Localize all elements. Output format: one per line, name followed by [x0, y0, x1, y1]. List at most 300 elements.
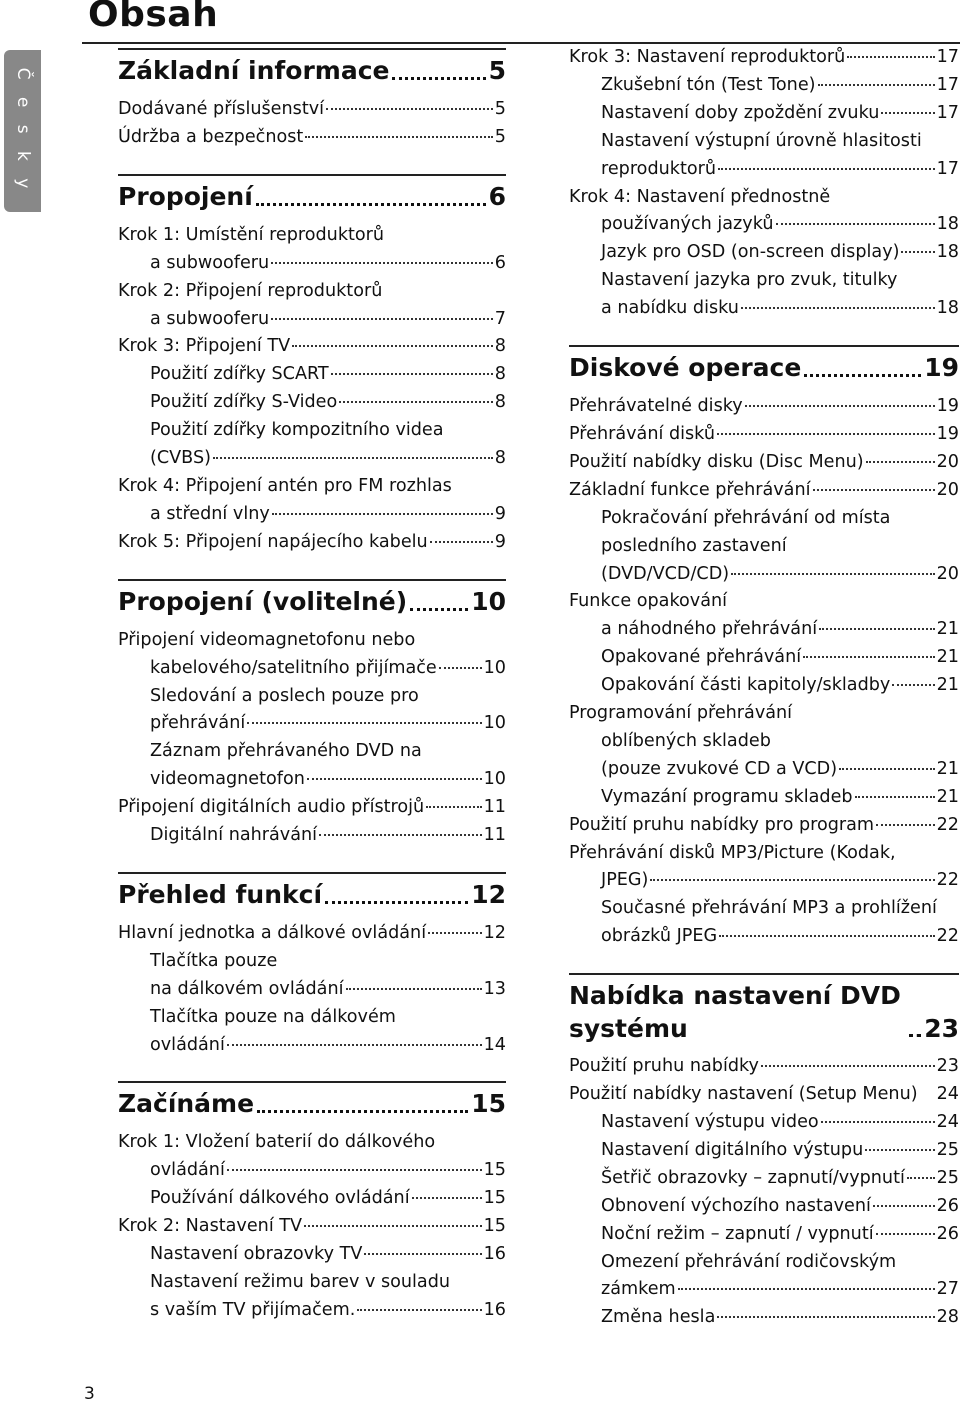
leader-dots [876, 1233, 935, 1235]
entry-text: Krok 1: Vložení baterií do dálkového [118, 1132, 436, 1153]
entry-page-number: 26 [936, 1223, 959, 1244]
section-header[interactable] [118, 48, 506, 88]
leader-dots [717, 433, 935, 435]
entry-line [118, 124, 506, 152]
entry-text: videomagnetofon [150, 769, 305, 790]
entry-line [569, 211, 959, 239]
entry-text: Krok 2: Připojení reproduktorů [118, 280, 383, 301]
entry-line [118, 794, 506, 822]
entry-page-number: 21 [936, 619, 959, 640]
entry-text: Používání dálkového ovládání [150, 1188, 410, 1209]
leader-dots [819, 628, 935, 630]
entry-text: Funkce opakování [569, 591, 728, 612]
entry-line [569, 756, 959, 784]
toc-entry[interactable] [118, 1004, 506, 1060]
entry-line [569, 1109, 959, 1137]
entry-line [569, 505, 959, 533]
leader-dots [357, 1309, 481, 1311]
toc-column-left [118, 48, 506, 1325]
entry-text: Programování přehrávání [569, 703, 793, 724]
section-title: Propojení [118, 181, 253, 211]
toc-entry[interactable] [569, 393, 959, 421]
toc-entry[interactable] [118, 473, 506, 529]
entry-line [569, 1081, 959, 1109]
entry-line [118, 766, 506, 794]
entry-text: kabelového/satelitního přijímače [150, 657, 437, 678]
entry-text: přehrávání [150, 713, 246, 734]
entry-line [569, 923, 959, 951]
entry-page-number: 10 [483, 713, 506, 734]
toc-entry[interactable] [569, 1165, 959, 1193]
entry-line [118, 627, 506, 655]
toc-section [569, 951, 959, 1332]
entry-line [569, 72, 959, 100]
entry-line [569, 533, 959, 561]
page-title: Obsah [88, 0, 219, 35]
toc-entry[interactable] [569, 1193, 959, 1221]
entry-line [118, 948, 506, 976]
leader-dots [331, 373, 493, 375]
entry-page-number: 8 [494, 336, 506, 357]
toc-entry[interactable] [569, 239, 959, 267]
leader-dots [392, 77, 485, 80]
entry-text: Použití zdířky S-Video [150, 392, 338, 413]
entry-text: (DVD/VCD/CD) [601, 563, 730, 584]
entry-line [118, 822, 506, 850]
entry-text: Omezení přehrávání rodičovským [601, 1251, 897, 1272]
entry-line [118, 306, 506, 334]
entry-line [118, 1269, 506, 1297]
entry-line [118, 389, 506, 417]
entry-text: reproduktorů [601, 158, 717, 179]
section-page-number: 23 [924, 1014, 959, 1044]
entry-text: Krok 3: Nastavení reproduktorů [569, 47, 846, 67]
toc-entry[interactable] [569, 784, 959, 812]
leader-dots [410, 608, 468, 611]
entry-text: Dodávané příslušenství [118, 99, 325, 119]
leader-dots [881, 112, 934, 114]
toc-entry[interactable] [569, 672, 959, 700]
entry-line [569, 421, 959, 449]
section-header[interactable] [569, 345, 959, 385]
entry-text: Použití pruhu nabídky pro program [569, 814, 875, 835]
entry-line [569, 672, 959, 700]
entry-text: a subwooferu [150, 308, 270, 329]
toc-entry[interactable] [569, 184, 959, 240]
section-header[interactable] [569, 973, 959, 1045]
leader-dots [439, 667, 482, 669]
entry-line [569, 449, 959, 477]
entry-line [569, 128, 959, 156]
toc-entry[interactable] [569, 477, 959, 505]
toc-entry[interactable] [118, 333, 506, 361]
toc-entry[interactable] [118, 1269, 506, 1325]
entry-line [118, 250, 506, 278]
entry-text: Nastavení výstupní úrovně hlasitosti [601, 130, 922, 151]
entry-page-number: 21 [936, 675, 959, 696]
toc-entry[interactable] [118, 920, 506, 948]
toc-entry[interactable] [569, 44, 959, 72]
entry-line [118, 710, 506, 738]
entry-text: oblíbených skladeb [601, 730, 771, 751]
toc-entry[interactable] [118, 361, 506, 389]
toc-entry[interactable] [569, 812, 959, 840]
entry-text: používaných jazyků [601, 214, 774, 235]
toc-entry[interactable] [118, 627, 506, 683]
toc-entry[interactable] [569, 100, 959, 128]
toc-section [118, 48, 506, 152]
toc-entry[interactable] [118, 124, 506, 152]
leader-dots [731, 573, 935, 575]
entry-line [569, 616, 959, 644]
toc-entry[interactable] [118, 738, 506, 794]
entry-page-number: 21 [936, 786, 959, 807]
leader-dots [256, 203, 486, 206]
toc-entry[interactable] [569, 1081, 959, 1109]
toc-entry[interactable] [569, 1221, 959, 1249]
entry-line [118, 1185, 506, 1213]
section-header[interactable] [118, 174, 506, 214]
toc-entry[interactable] [569, 1109, 959, 1137]
entry-page-number: 11 [483, 797, 506, 818]
entry-line [569, 295, 959, 323]
entry-line [569, 239, 959, 267]
entry-line [118, 1004, 506, 1032]
toc-entry[interactable] [118, 529, 506, 557]
leader-dots [847, 56, 934, 58]
entry-page-number: 22 [936, 870, 959, 891]
entry-line [569, 588, 959, 616]
entry-page-number: 15 [483, 1160, 506, 1181]
leader-dots [305, 136, 492, 138]
leader-dots [818, 84, 935, 86]
leader-dots [325, 901, 468, 904]
toc-entry[interactable] [569, 267, 959, 323]
leader-dots [821, 1121, 935, 1123]
leader-dots [813, 489, 935, 491]
entry-line [118, 1032, 506, 1060]
entry-text: obrázků JPEG [601, 926, 718, 947]
leader-dots [718, 168, 935, 170]
leader-dots [364, 1253, 481, 1255]
entry-line [118, 445, 506, 473]
entry-text: Nastavení doby zpoždění zvuku [601, 102, 880, 123]
entry-line [569, 477, 959, 505]
leader-dots [430, 541, 493, 543]
entry-text: Připojení digitálních audio přístrojů [118, 797, 425, 818]
leader-dots [213, 457, 493, 459]
entry-page-number: 11 [483, 825, 506, 846]
leader-dots [227, 1169, 482, 1171]
entry-page-number: 8 [494, 364, 506, 385]
leader-dots [865, 1149, 934, 1151]
entry-page-number: 7 [494, 308, 506, 329]
entry-text: Současné přehrávání MP3 a prohlížení [601, 898, 937, 919]
entry-page-number: 20 [936, 451, 959, 472]
toc-section [118, 850, 506, 1060]
entry-text: Šetřič obrazovky – zapnutí/vypnutí [601, 1167, 905, 1188]
entry-text: Krok 1: Umístění reproduktorů [118, 224, 385, 245]
entry-text: Zkušební tón (Test Tone) [601, 74, 816, 95]
leader-dots [803, 656, 934, 658]
entry-text: Záznam přehrávaného DVD na [150, 741, 422, 762]
entry-text: Krok 4: Nastavení přednostně [569, 186, 831, 207]
entry-page-number: 17 [936, 158, 959, 179]
toc-entry[interactable] [118, 1241, 506, 1269]
entry-text: Tlačítka pouze [150, 950, 278, 971]
section-header[interactable] [118, 1081, 506, 1121]
entry-page-number: 16 [483, 1244, 506, 1265]
entry-text: Použití nabídky disku (Disc Menu) [569, 451, 864, 472]
entry-text: Krok 4: Připojení antén pro FM rozhlas [118, 475, 452, 496]
entry-line [118, 278, 506, 306]
entry-page-number: 21 [936, 647, 959, 668]
entry-line [569, 267, 959, 295]
entry-line [118, 361, 506, 389]
entry-page-number: 27 [936, 1279, 959, 1300]
entry-text: Nastavení režimu barev v souladu [150, 1272, 451, 1292]
entry-line [118, 1241, 506, 1269]
toc-entry[interactable] [118, 417, 506, 473]
entry-line [118, 333, 506, 361]
section-title: Nabídka nastavení DVD systému [569, 981, 901, 1044]
entry-page-number: 26 [936, 1195, 959, 1216]
section-page-number: 19 [924, 353, 959, 383]
entry-text: Opakování části kapitoly/skladby [601, 675, 891, 696]
toc-entry[interactable] [569, 421, 959, 449]
entry-text: Tlačítka pouze na dálkovém [150, 1006, 396, 1027]
entry-page-number: 19 [936, 423, 959, 444]
entry-text: Použití nabídky nastavení (Setup Menu) [569, 1084, 918, 1105]
entry-line [569, 1137, 959, 1165]
entry-page-number: 20 [936, 479, 959, 500]
section-page-number: 6 [488, 181, 506, 211]
entry-text: Použití zdířky SCART [150, 364, 329, 385]
entry-line [569, 1053, 959, 1081]
entry-page-number: 19 [936, 396, 959, 417]
entry-page-number: 16 [483, 1299, 506, 1320]
entry-line [569, 1193, 959, 1221]
entry-text: Přehrávání disků MP3/Picture (Kodak, [569, 842, 896, 863]
toc-entry[interactable] [569, 700, 959, 784]
entry-text: a střední vlny [150, 503, 270, 524]
entry-page-number: 10 [483, 769, 506, 790]
language-tab-label: Č e s k y [12, 67, 33, 195]
toc-entry[interactable] [569, 840, 959, 896]
entry-text: Údržba a bezpečnost [118, 126, 304, 147]
entry-page-number: 22 [936, 926, 959, 947]
entry-line [569, 184, 959, 212]
leader-dots [745, 405, 935, 407]
section-page-number: 15 [471, 1089, 506, 1119]
entry-line [118, 1129, 506, 1157]
entry-page-number: 10 [483, 657, 506, 678]
entry-page-number: 9 [494, 531, 506, 552]
leader-dots [428, 932, 482, 934]
leader-dots [326, 108, 493, 110]
toc-entry[interactable] [569, 1249, 959, 1305]
toc-entry[interactable] [569, 895, 959, 951]
section-title: Přehled funkcí [118, 879, 323, 909]
entry-line [569, 1165, 959, 1193]
entry-page-number: 18 [936, 298, 959, 319]
leader-dots [776, 223, 935, 225]
entry-text: (CVBS) [150, 448, 211, 469]
leader-dots [678, 1288, 935, 1290]
entry-page-number: 5 [494, 126, 506, 147]
entry-text: zámkem [601, 1279, 676, 1300]
toc-entry[interactable] [118, 389, 506, 417]
entry-page-number: 17 [936, 102, 959, 123]
entry-page-number: 8 [494, 392, 506, 413]
entry-text: Přehrávání disků [569, 423, 715, 444]
leader-dots [873, 1205, 935, 1207]
entry-page-number: 24 [936, 1084, 959, 1105]
entry-page-number: 12 [483, 922, 506, 943]
leader-dots [907, 1177, 935, 1179]
leader-dots [876, 824, 935, 826]
toc-entry[interactable] [118, 96, 506, 124]
entry-line [569, 700, 959, 728]
leader-dots [650, 879, 934, 881]
entry-line [569, 728, 959, 756]
section-title: Základní informace [118, 56, 390, 85]
entry-page-number: 21 [936, 758, 959, 779]
leader-dots [761, 1065, 935, 1067]
entry-text: s vaším TV přijímačem. [150, 1299, 356, 1320]
toc-entry[interactable] [118, 1213, 506, 1241]
leader-dots [909, 1034, 921, 1037]
toc-entry[interactable] [569, 1053, 959, 1081]
entry-line [569, 1276, 959, 1304]
entry-line [569, 1221, 959, 1249]
toc-entry[interactable] [569, 72, 959, 100]
entry-line [569, 156, 959, 184]
leader-dots [412, 1197, 482, 1199]
entry-text: Vymazání programu skladeb [601, 786, 853, 807]
toc-entry[interactable] [118, 822, 506, 850]
entry-page-number: 13 [483, 978, 506, 999]
leader-dots [346, 988, 482, 990]
leader-dots [839, 768, 935, 770]
toc-entry[interactable] [118, 1129, 506, 1185]
section-title: Začínáme [118, 1089, 255, 1119]
toc-entry[interactable] [118, 1185, 506, 1213]
entry-line [569, 840, 959, 868]
entry-page-number: 14 [483, 1034, 506, 1055]
toc-entry[interactable] [569, 1304, 959, 1332]
section-page-number: 5 [488, 56, 506, 85]
toc-section [569, 44, 959, 323]
entry-line [118, 222, 506, 250]
entry-line [118, 417, 506, 445]
section-page-number: 12 [471, 879, 506, 909]
section-header[interactable] [118, 872, 506, 912]
toc-entry[interactable] [118, 278, 506, 334]
entry-page-number: 20 [936, 563, 959, 584]
entry-text: Krok 2: Nastavení TV [118, 1216, 303, 1237]
entry-text: Jazyk pro OSD (on-screen display) [601, 242, 900, 263]
toc-entry[interactable] [569, 1137, 959, 1165]
entry-line [569, 44, 959, 72]
leader-dots [804, 374, 921, 377]
leader-dots [247, 722, 481, 724]
entry-page-number: 25 [936, 1139, 959, 1160]
entry-text: na dálkovém ovládání [150, 978, 344, 999]
entry-text: Nastavení obrazovky TV [150, 1244, 363, 1265]
toc-entry[interactable] [118, 948, 506, 1004]
toc-entry[interactable] [118, 222, 506, 278]
entry-text: Sledování a poslech pouze pro [150, 685, 419, 706]
section-title: Diskové operace [569, 353, 802, 383]
section-header[interactable] [118, 579, 506, 619]
entry-page-number: 6 [494, 252, 506, 273]
entry-line [118, 473, 506, 501]
entry-page-number: 15 [483, 1188, 506, 1209]
entry-line [118, 529, 506, 557]
entry-text: a nabídku disku [601, 298, 739, 319]
entry-line [569, 393, 959, 421]
leader-dots [866, 461, 935, 463]
entry-text: JPEG) [601, 870, 649, 891]
entry-text: Obnovení výchozího nastavení [601, 1195, 871, 1216]
entry-text: Nastavení digitálního výstupu [601, 1139, 864, 1160]
page-number: 3 [84, 1384, 95, 1404]
entry-text: Hlavní jednotka a dálkové ovládání [118, 922, 427, 943]
leader-dots [717, 1316, 934, 1318]
entry-page-number: 8 [494, 448, 506, 469]
toc-section [118, 1059, 506, 1324]
entry-text: Digitální nahrávání [150, 825, 318, 846]
entry-text: Krok 5: Připojení napájecího kabelu [118, 531, 428, 552]
toc-entry[interactable] [569, 128, 959, 184]
entry-text: Krok 3: Připojení TV [118, 336, 291, 357]
leader-dots [227, 1044, 482, 1046]
entry-text: Přehrávatelné disky [569, 396, 743, 417]
leader-dots [304, 1225, 482, 1227]
entry-text: Pokračování přehrávání od místa [601, 507, 891, 528]
entry-text: ovládání [150, 1034, 225, 1055]
entry-text: ovládání [150, 1160, 225, 1181]
entry-page-number: 18 [936, 242, 959, 263]
entry-line [118, 1213, 506, 1241]
entry-text: Připojení videomagnetofonu nebo [118, 629, 416, 650]
entry-page-number: 24 [936, 1112, 959, 1132]
toc-entry[interactable] [118, 794, 506, 822]
entry-line [118, 683, 506, 711]
toc-column-right [569, 44, 959, 1332]
entry-line [569, 100, 959, 128]
toc-entry[interactable] [569, 449, 959, 477]
leader-dots [319, 834, 482, 836]
entry-line [569, 561, 959, 589]
leader-dots [426, 806, 481, 808]
entry-page-number: 23 [936, 1056, 959, 1077]
entry-text: a náhodného přehrávání [601, 619, 818, 640]
entry-line [118, 920, 506, 948]
entry-page-number: 28 [936, 1307, 959, 1328]
entry-text: Použití pruhu nabídky [569, 1056, 759, 1077]
section-page-number: 10 [471, 586, 506, 616]
toc-entry[interactable] [569, 644, 959, 672]
leader-dots [271, 262, 493, 264]
entry-page-number: 22 [936, 814, 959, 835]
toc-entry[interactable] [569, 588, 959, 644]
toc-entry[interactable] [118, 683, 506, 739]
entry-text: a subwooferu [150, 252, 270, 273]
entry-text: Nastavení jazyka pro zvuk, titulky [601, 270, 898, 291]
toc-entry[interactable] [569, 505, 959, 589]
